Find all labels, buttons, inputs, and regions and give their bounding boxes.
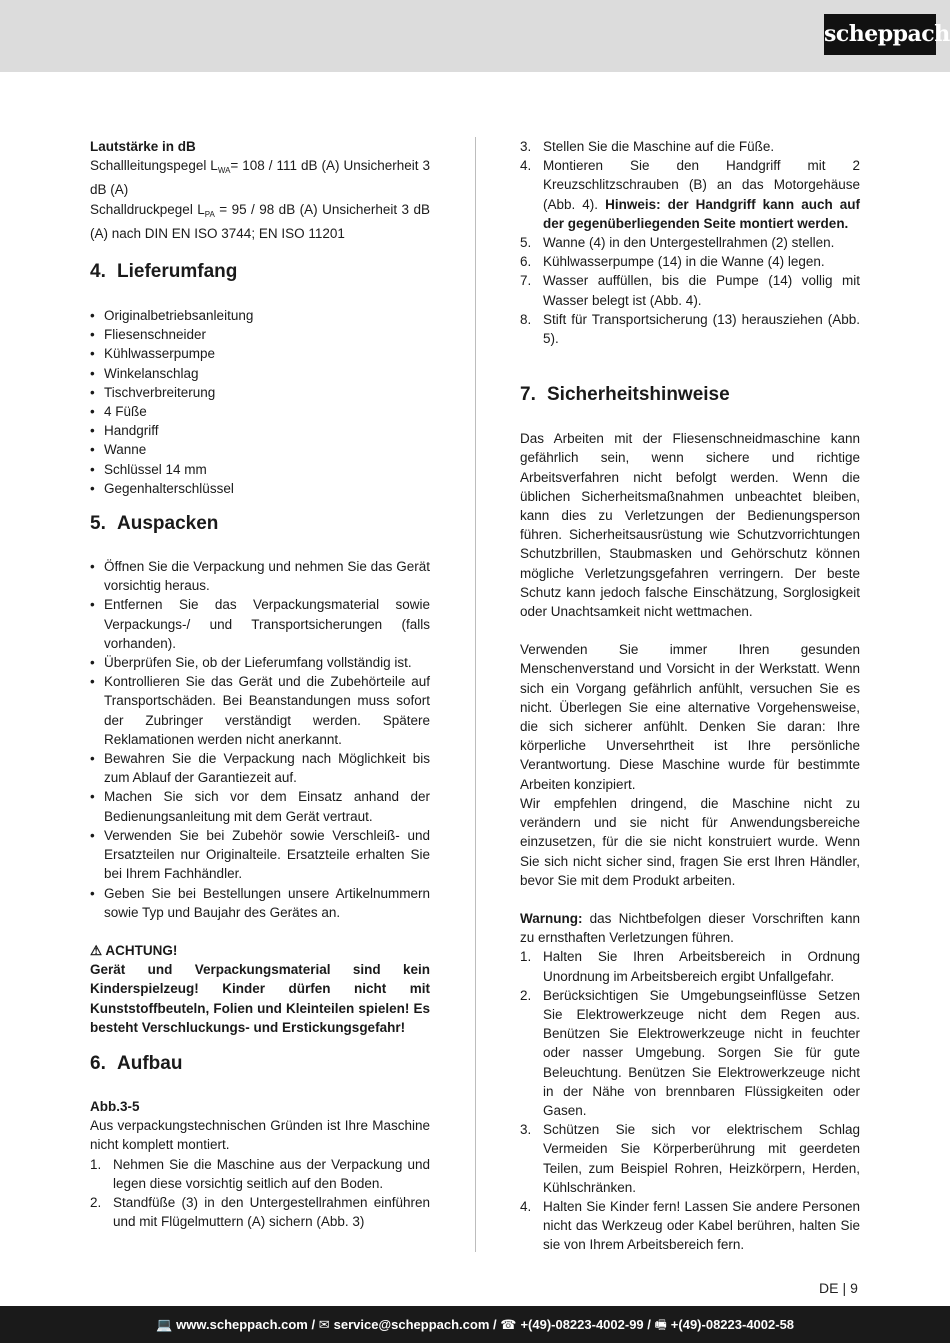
column-divider — [475, 137, 476, 1252]
list-item: 2. Berücksichtigen Sie Umgebungseinflüsse Setzen Sie Elektrowerkzeuge nicht dem Regen aus. Benützen Sie Elektrowerkzeuge nicht in feuchter oder nasser Umgebung. Sorgen Sie für gute Beleuchtung. Benützen Sie Elektrowerkzeuge nicht in der Nähe von brennbaren Flüssigkeiten oder Gasen. — [520, 987, 860, 1118]
fax-number: +(49)-08223-4002-58 — [670, 1317, 795, 1332]
list-item: 2. Standfüße (3) in den Untergestellrahmen einführen und mit Flügelmuttern (A) sichern (Abb. 3) — [90, 1194, 430, 1230]
safety-paragraph-1: Das Arbeiten mit der Fliesenschneidmaschine kann gefährlich sein, wenn sichere und richtige Arbeitsverfahren nicht befolgt werden. Wenn die üblichen Sicherheitsmaßnahmen unbeachtet bleiben, kann dies zu Verletzungen der Bedienungsperson führen. Sicherheitsausrüstung wie Schutzvorrichtungen Schutzbrillen, Staubmasken und Gehörschutz können mögliche Verletzungsgefahren verringern. Der beste Schutz kann jedoch falsche Einschätzung, Sorglosigkeit oder Unachtsamkeit nicht wettmachen. — [520, 431, 860, 620]
unpacking-list — [90, 557, 430, 922]
mail-icon: ✉ — [318, 1317, 330, 1332]
list-item: 6. Kühlwasserpumpe (14) in die Wanne (4) legen. — [520, 254, 825, 270]
list-item: • Machen Sie sich vor dem Einsatz anhand der Bedienungsanleitung mit dem Gerät vertraut. — [90, 787, 430, 825]
warning-heading: ⚠ ACHTUNG! — [90, 942, 178, 958]
contact-bar — [0, 1306, 950, 1343]
safety-warning-line: Warnung: das Nichtbefolgen dieser Vorschriften kann zu ernsthaften Verletzungen führen. — [520, 910, 860, 946]
list-item: • Kontrollieren Sie das Gerät und die Zubehörteile auf Transportschäden. Bei Beanstandungen muss sofort der Zubringer verständigt werden. Spätere Reklamationen werden nicht anerkannt. — [90, 672, 430, 749]
list-item: 3. Schützen Sie sich vor elektrischem Schlag Vermeiden Sie Körperberührung mit geerdeten Teilen, zum Beispiel Rohren, Heizkörpern, Herden, Kühlschränken. — [520, 1122, 860, 1195]
list-item: • Handgriff — [90, 421, 430, 440]
noise-line-sound-power: Schallleitungspegel $L_{WA}= 108 / 111$ dB (A) Unsicherheit 3 dB (A) — [90, 158, 430, 198]
list-item: 1. Halten Sie Ihren Arbeitsbereich in Ordnung Unordnung im Arbeitsbereich ergibt Unfallgefahr. — [520, 949, 860, 984]
list-item: • Kühlwasserpumpe — [90, 344, 430, 363]
list-item: 4. Halten Sie Kinder fern! Lassen Sie andere Personen nicht das Werkzeug oder Kabel berühren, halten Sie sie von Ihrem Arbeitsbereich fern. — [520, 1198, 860, 1253]
website-link[interactable]: www.scheppach.com / — [176, 1317, 316, 1332]
section-heading-7: 7. Sicherheitshinweise — [520, 384, 730, 406]
assembly-steps — [90, 1155, 430, 1232]
assembly-intro: Aus verpackungstechnischen Gründen ist Ihre Maschine nicht komplett montiert. — [90, 1118, 430, 1153]
list-item: 1. Nehmen Sie die Maschine aus der Verpackung und legen diese vorsichtig seitlich auf den Boden. — [90, 1156, 430, 1191]
list-item: 7. Wasser auffüllen, bis die Pumpe (14) vollig mit Wasser belegt ist (Abb. 4). — [520, 273, 860, 308]
phone-number: +(49)-08223-4002-99 / — [520, 1317, 651, 1332]
list-item: • Gegenhalterschlüssel — [90, 479, 430, 498]
list-item: • Schlüssel 14 mm — [90, 460, 430, 479]
assembly-steps-continued — [520, 137, 860, 233]
section-heading-5: 5. Auspacken — [90, 513, 219, 535]
safety-paragraph-2: Verwenden Sie immer Ihren gesunden Menschenverstand und Vorsicht in der Werkstatt. Wenn sich ein Vorgang gefährlich anfühlt, versuchen Sie es nicht. Überlegen Sie eine alternative Vorgehensweise, die sich sicherer anfühlt. Denken Sie daran: Ihre körperliche Unversehrtheit ist Ihre persönliche Verantwortung. Diese Maschine wurde für bestimmte Arbeiten konzipiert. — [520, 642, 860, 792]
list-item: • Entfernen Sie das Verpackungsmaterial sowie Verpackungs-/ und Transportsicherungen (falls vorhanden). — [90, 595, 430, 653]
header-band — [0, 0, 950, 72]
assembly-figure-ref: Abb.3-5 — [90, 1098, 140, 1114]
list-item: • Geben Sie bei Bestellungen unsere Artikelnummern sowie Typ und Baujahr des Gerätes an. — [90, 884, 430, 922]
email-link[interactable]: service@scheppach.com / — [333, 1317, 497, 1332]
warning-triangle-icon: ⚠ — [90, 942, 103, 958]
warning-block — [90, 941, 430, 1037]
list-item: • Originalbetriebsanleitung — [90, 306, 430, 325]
fax-icon: 🖷 — [654, 1317, 667, 1332]
list-item: • Winkelanschlag — [90, 364, 430, 383]
left-column — [90, 137, 430, 1231]
noise-line-sound-pressure: Schalldruckpegel $L_{PA} = 95 / 98$ dB (A) Unsicherheit 3 dB (A) nach DIN EN ISO 3744; EN ISO 11201 — [90, 201, 430, 241]
scope-of-delivery-list — [90, 306, 430, 498]
list-item: • Bewahren Sie die Verpackung nach Möglichkeit bis zum Ablauf der Garantiezeit auf. — [90, 749, 430, 787]
list-item: • Öffnen Sie die Verpackung und nehmen Sie das Gerät vorsichtig heraus. — [90, 557, 430, 595]
phone-icon: ☎ — [500, 1317, 517, 1332]
noise-title: Lautstärke in dB — [90, 139, 196, 154]
handle-note: Hinweis: der Handgriff kann auch auf der gegenüberliegenden Seite montiert werden. — [543, 196, 860, 231]
list-item: 3. Stellen Sie die Maschine auf die Füße. — [520, 139, 775, 154]
brand-logo: scheppach — [824, 14, 936, 55]
list-item: • Tischverbreiterung — [90, 383, 430, 402]
right-column — [520, 137, 860, 1255]
safety-paragraph-3: Wir empfehlen dringend, die Maschine nicht zu verändern und sie nicht für Anwendungsbereiche einzusetzen, für die sie nicht konstruiert wurde. Wenn Sie sich nicht sicher sind, fragen Sie erst Ihren Händler, bevor Sie mit dem Produkt arbeiten. — [520, 795, 860, 888]
list-item: 4. Montieren Sie den Handgriff mit 2 Kreuzschlitzschrauben (B) an das Motorgehäuse (Abb. 4). Hinweis: der Handgriff kann auch auf der gegenüberliegenden Seite montiert werden. — [520, 158, 860, 231]
safety-steps — [520, 947, 860, 1254]
list-item: • 4 Füße — [90, 402, 430, 421]
warning-text: Gerät und Verpackungsmaterial sind kein Kinderspielzeug! Kinder dürfen nicht mit Kunststoffbeuteln, Folien und Kleinteilen spielen! Es besteht Verschluckungs- und Erstickungsgefahr! — [90, 962, 430, 1035]
list-item: • Überprüfen Sie, ob der Lieferumfang vollständig ist. — [90, 653, 430, 672]
list-item: • Wanne — [90, 440, 430, 459]
list-item: • Verwenden Sie bei Zubehör sowie Verschleiß- und Ersatzteilen nur Originalteile. Ersatzteile erhalten Sie bei Ihrem Fachhändler. — [90, 826, 430, 884]
list-item: 8. Stift für Transportsicherung (13) herausziehen (Abb. 5). — [520, 311, 860, 347]
section-heading-4: 4. Lieferumfang — [90, 261, 238, 283]
list-item: • Fliesenschneider — [90, 325, 430, 344]
list-item: 5. Wanne (4) in den Untergestellrahmen (2) stellen. — [520, 235, 835, 251]
assembly-steps-rest — [520, 233, 860, 348]
computer-icon: 💻 — [155, 1317, 173, 1332]
page-number: DE | 9 — [819, 1280, 858, 1296]
section-heading-6: 6. Aufbau — [90, 1052, 183, 1074]
